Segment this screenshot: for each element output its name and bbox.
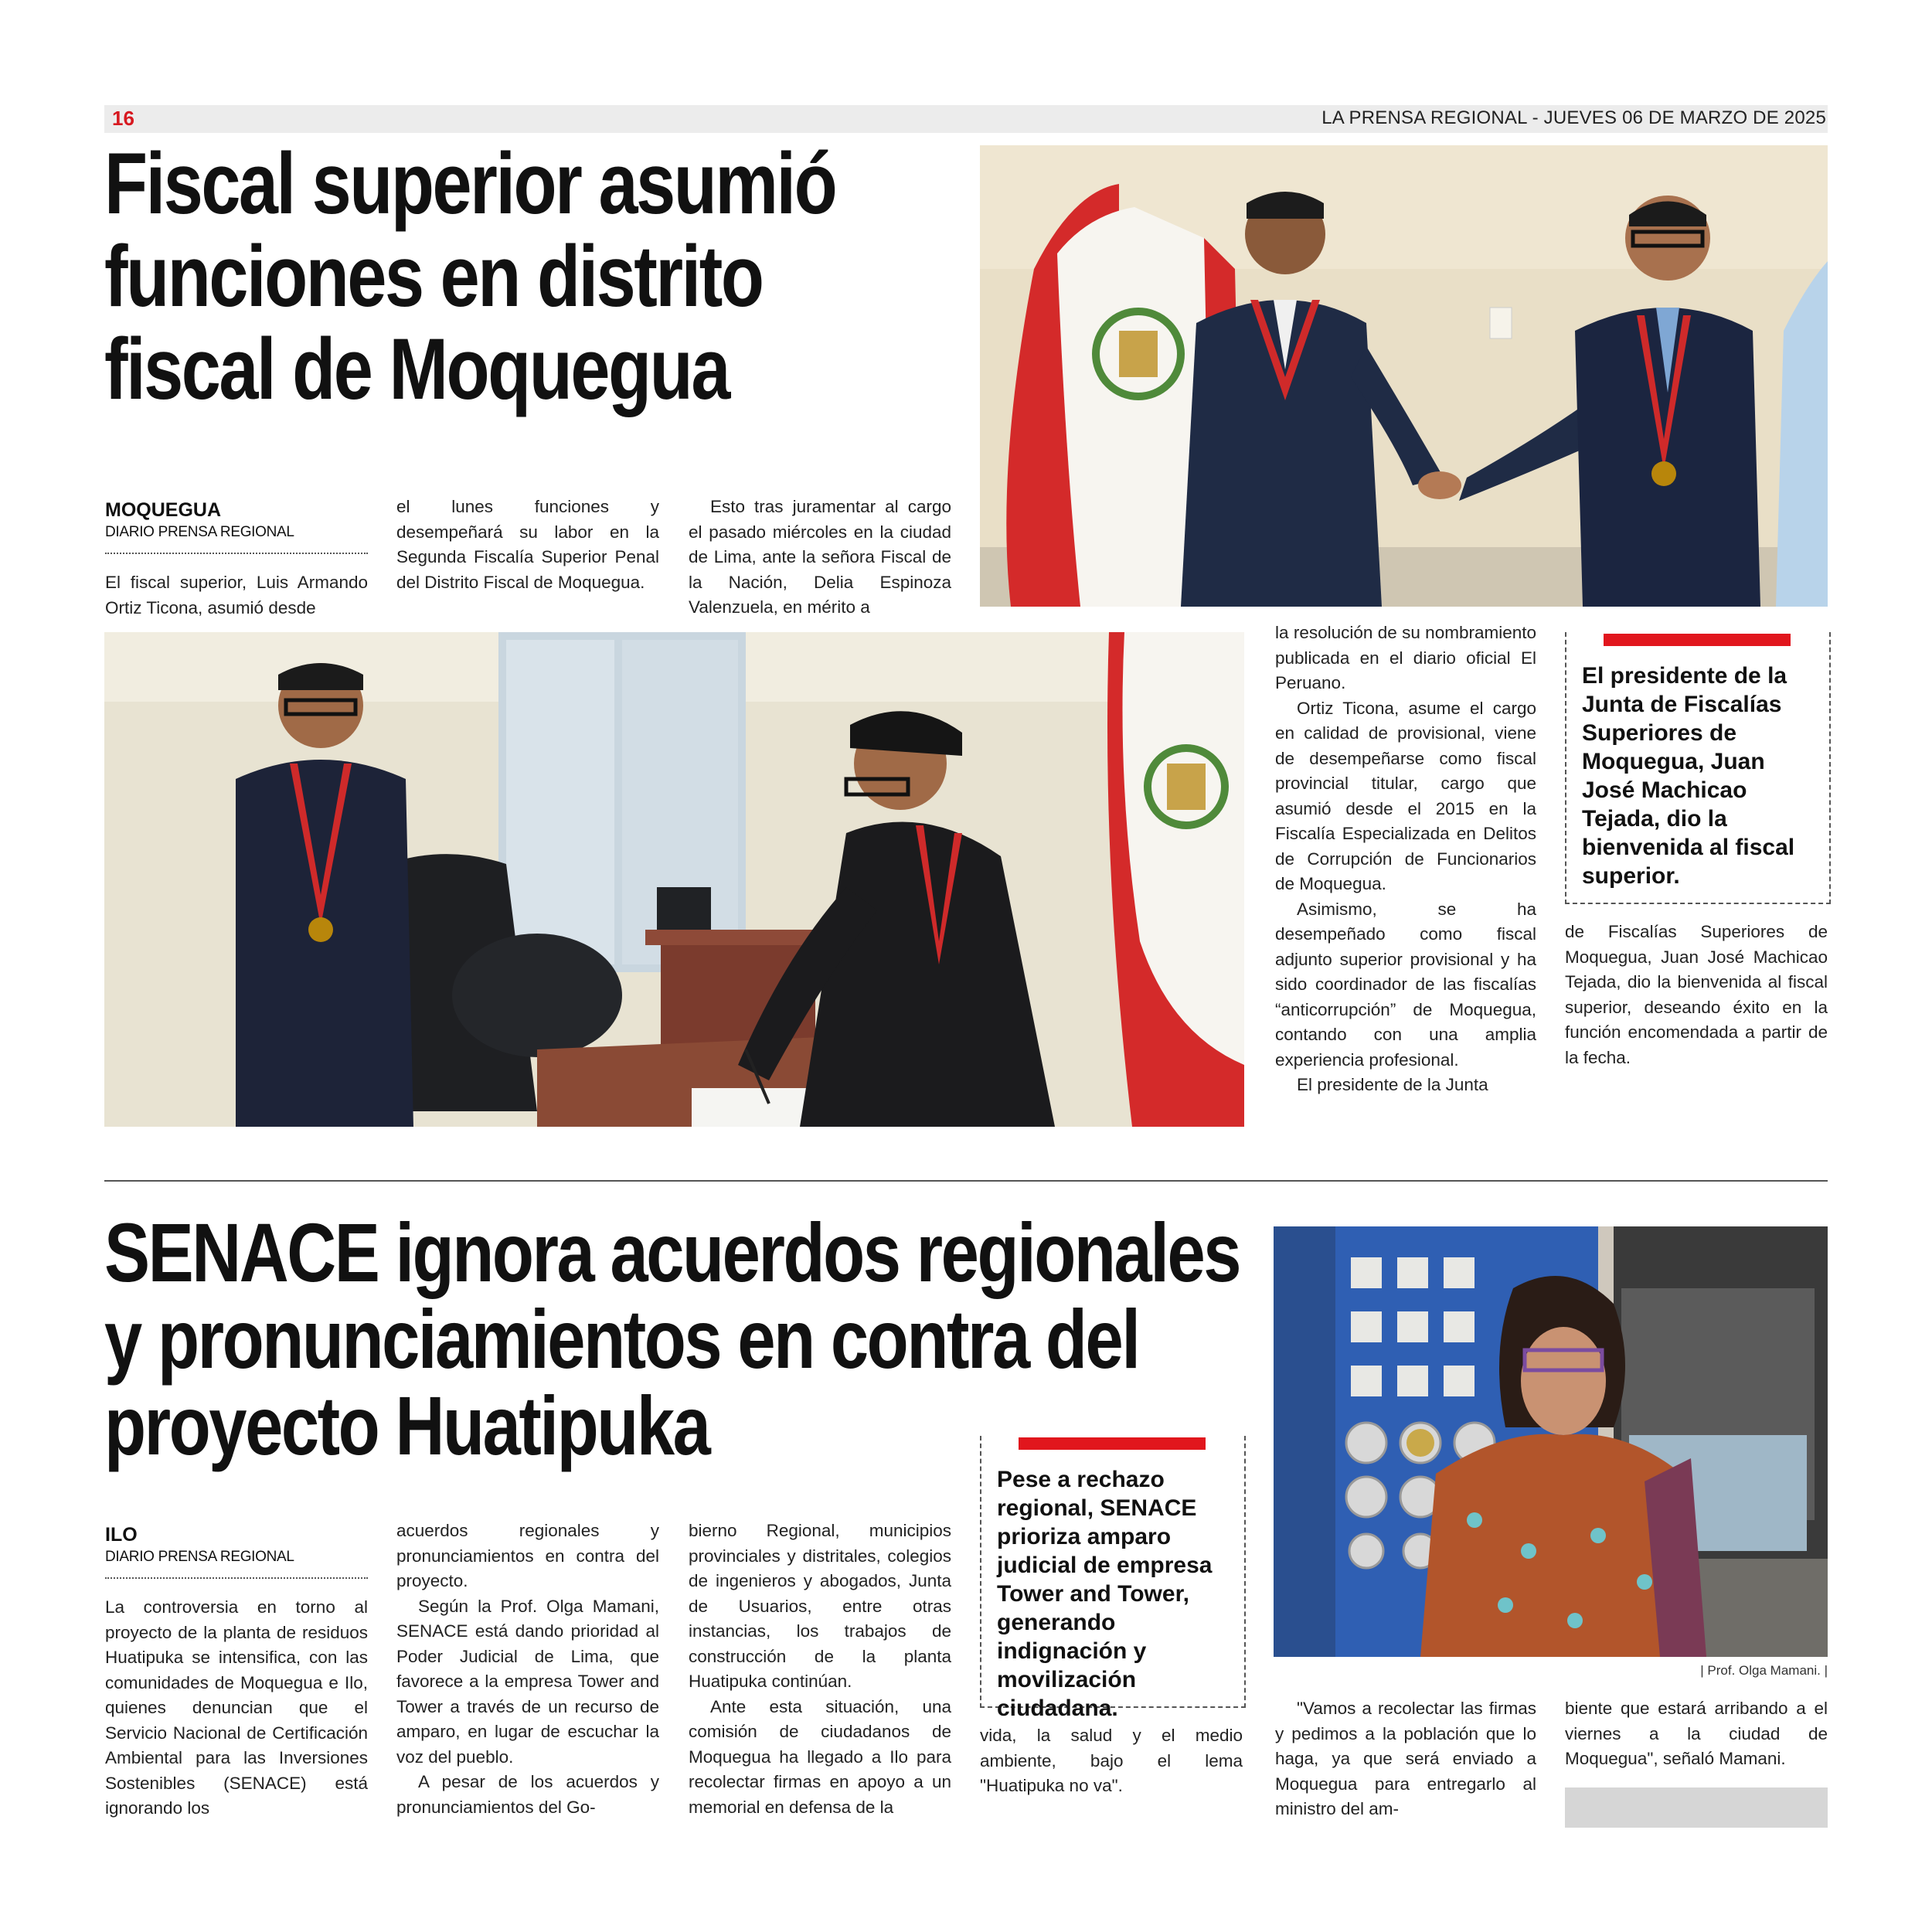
article2-column-3 <box>689 1519 951 1820</box>
paragraph: Ante esta situación, una comisión de ciudadanos de Moquegua ha llegado a Ilo para recolectar firmas en apoyo a un memorial en defensa de la <box>689 1696 951 1817</box>
paragraph: biente que estará arribando a el viernes a la ciudad de Moquegua", señaló Mamani. <box>1565 1699 1828 1768</box>
headline-line: funciones en distrito <box>104 228 763 325</box>
headline-line: y pronunciamientos en contra del <box>104 1292 1139 1386</box>
pull-quote-bar <box>1019 1437 1206 1450</box>
signing-image <box>104 632 1244 1127</box>
handshake-image <box>980 145 1828 607</box>
paragraph: Esto tras juramentar al cargo el pasado miércoles en la ciudad de Lima, ante la señora Fiscal de la Nación, Delia Espinoza Valenzuela, en mérito a <box>689 497 951 617</box>
article2-headline <box>104 1206 1240 1472</box>
paragraph: La controversia en torno al proyecto de la planta de residuos Huatipuka se intensifica, con las comunidades de Moquegua e Ilo, quienes denuncian que el Servicio Nacional de Certificación Ambiental para las Inversiones Sostenibles (SENACE) está ignorando los <box>105 1597 368 1818</box>
paragraph: El fiscal superior, Luis Armando Ortiz Ticona, asumió desde <box>105 573 368 617</box>
byline-divider <box>105 553 368 554</box>
paragraph: "Vamos a recolectar las firmas y pedimos a la población que lo haga, ya que será enviado a Moquegua para entregarlo al ministro del am- <box>1275 1699 1536 1818</box>
article2-column-2 <box>396 1519 659 1820</box>
article1-credit: DIARIO PRENSA REGIONAL <box>105 524 294 540</box>
headline-line: Fiscal superior asumió <box>104 135 836 232</box>
paragraph: de Fiscalías Superiores de Moquegua, Juan José Machicao Tejada, dio la bienvenida al fiscal superior, deseando éxito en la función encomendada a partir de la fecha. <box>1565 922 1828 1067</box>
page-number: 16 <box>112 107 134 130</box>
article1-column-5 <box>1565 920 1828 1070</box>
article1-column-1 <box>105 570 368 621</box>
paragraph: vida, la salud y el medio ambiente, bajo el lema "Huatipuka no va". <box>980 1726 1243 1795</box>
article1-column-3 <box>689 495 951 621</box>
section-divider <box>104 1180 1828 1182</box>
paragraph: El presidente de la Junta <box>1297 1075 1488 1094</box>
article2-location: ILO <box>105 1524 138 1546</box>
article1-headline <box>104 135 836 417</box>
pull-quote-text: Pese a rechazo regional, SENACE prioriza amparo judicial de empresa Tower and Tower, generando indignación y movilización ciudadana. <box>997 1467 1213 1721</box>
photo-olga-mamani <box>1274 1226 1828 1657</box>
article2-pull-quote <box>980 1436 1246 1721</box>
paragraph: A pesar de los acuerdos y pronunciamientos del Go- <box>396 1772 659 1817</box>
photo-handshake <box>980 145 1828 607</box>
article1-pull-quote <box>1565 632 1831 904</box>
article1-column-2 <box>396 495 659 595</box>
paragraph: acuerdos regionales y pronunciamientos en contra del proyecto. <box>396 1521 659 1590</box>
article1-location: MOQUEGUA <box>105 499 221 521</box>
paragraph: Según la Prof. Olga Mamani, SENACE está dando prioridad al Poder Judicial de Lima, que favorece a la empresa Tower and Tower a través de un recurso de amparo, en lugar de escuchar la voz del pueblo. <box>396 1596 659 1767</box>
article2-column-6 <box>1565 1696 1828 1772</box>
gray-placeholder-box <box>1565 1787 1828 1828</box>
publication-date: LA PRENSA REGIONAL - JUEVES 06 DE MARZO DE 2025 <box>1321 107 1826 128</box>
headline-line: fiscal de Moquegua <box>104 321 729 417</box>
article2-column-4 <box>980 1723 1243 1799</box>
headline-line: proyecto Huatipuka <box>104 1379 709 1472</box>
article1-column-4 <box>1275 621 1536 1098</box>
paragraph: Asimismo, se ha desempeñado como fiscal adjunto superior provisional y ha sido coordinador de las fiscalías “anticorrupción” de Moquegua, contando con una amplia experiencia profesional. <box>1275 899 1536 1070</box>
article2-column-1 <box>105 1595 368 1821</box>
photo-credit: | Prof. Olga Mamani. | <box>1700 1663 1828 1678</box>
headline-line: SENACE ignora acuerdos regionales <box>104 1206 1240 1299</box>
byline-divider <box>105 1577 368 1579</box>
article2-credit: DIARIO PRENSA REGIONAL <box>105 1549 294 1565</box>
photo-signing <box>104 632 1244 1127</box>
interviewee-image <box>1274 1226 1828 1657</box>
paragraph: bierno Regional, municipios provinciales y distritales, colegios de ingenieros y abogados, Junta de Usuarios, entre otras instancias, los trabajos de construcción de la planta Huatipuka continúan. <box>689 1521 951 1691</box>
pull-quote-bar <box>1604 634 1791 646</box>
article2-column-5 <box>1275 1696 1536 1822</box>
pull-quote-text: El presidente de la Junta de Fiscalías Superiores de Moquegua, Juan José Machicao Tejada, dio la bienvenida al fiscal superior. <box>1582 663 1795 889</box>
paragraph: Ortiz Ticona, asume el cargo en calidad de provisional, viene de desempeñarse como fiscal provincial titular, cargo que asumió desde el 2015 en la Fiscalía Especializada en Delitos de Corrupción de Funcionarios de Moquegua. <box>1275 698 1536 893</box>
paragraph: la resolución de su nombramiento publicada en el diario oficial El Peruano. <box>1275 623 1536 692</box>
paragraph: el lunes funciones y desempeñará su labor en la Segunda Fiscalía Superior Penal del Distrito Fiscal de Moquegua. <box>396 497 659 592</box>
